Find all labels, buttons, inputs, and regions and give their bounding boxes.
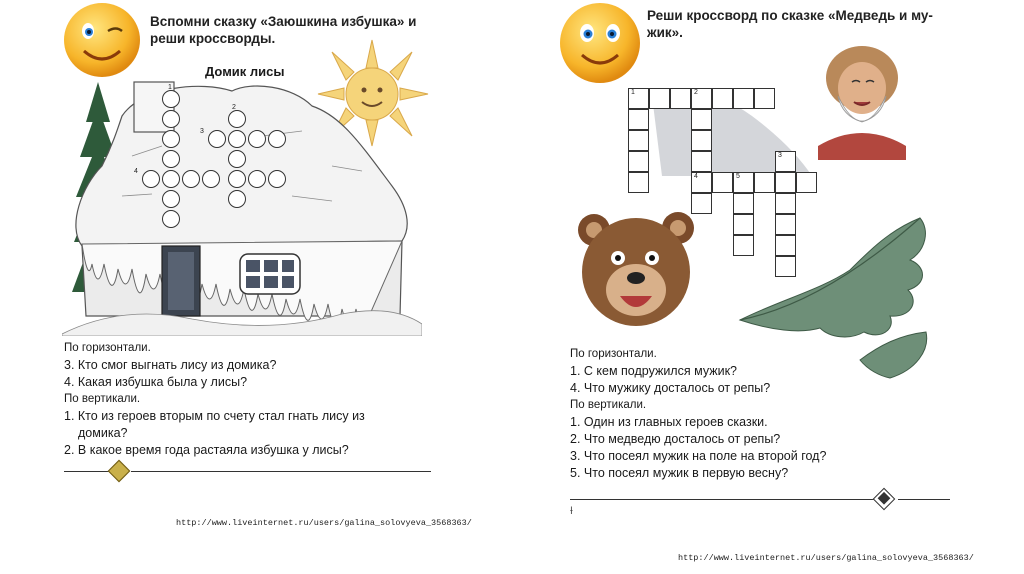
question: 5. Что посеял мужик в первую весну? <box>570 466 789 480</box>
question-continuation: домика? <box>78 426 128 440</box>
crossword-circle[interactable] <box>228 190 246 208</box>
footer-rule <box>131 471 431 472</box>
page-number-badge <box>873 488 896 511</box>
vertical-heading: По вертикали. <box>64 393 141 405</box>
crossword-cell[interactable] <box>775 172 796 193</box>
smiley-icon <box>558 1 642 85</box>
crossword-cell[interactable] <box>628 172 649 193</box>
question: 2. В какое время года растаяла избушка у лисы? <box>64 443 349 457</box>
right-questions <box>570 346 826 482</box>
horizontal-heading: По горизонтали. <box>570 348 657 360</box>
crossword-circle[interactable] <box>268 130 286 148</box>
crossword-circle[interactable] <box>228 110 246 128</box>
circle-number: 4 <box>134 168 138 175</box>
crossword-cell[interactable] <box>754 172 775 193</box>
page-number-badge <box>108 460 131 483</box>
crossword-cell[interactable] <box>712 172 733 193</box>
circle-number: 3 <box>200 128 204 135</box>
question: 4. Какая избушка была у лисы? <box>64 375 248 389</box>
crossword-cell[interactable]: 3 <box>775 151 796 172</box>
question: 1. С кем подружился мужик? <box>570 364 737 378</box>
crossword-cell[interactable] <box>691 109 712 130</box>
crossword-circle[interactable] <box>162 150 180 168</box>
question: 1. Один из главных героев сказки. <box>570 415 768 429</box>
source-url: http://www.liveinternet.ru/users/galina_solovyeva_3568363/ <box>678 553 974 563</box>
puzzle-title: Домик лисы <box>205 64 285 79</box>
crossword-circle[interactable] <box>228 130 246 148</box>
crossword-circle[interactable] <box>228 150 246 168</box>
circle-number: 1 <box>168 84 172 91</box>
crossword-circle[interactable] <box>162 170 180 188</box>
crossword-circle[interactable] <box>182 170 200 188</box>
crossword-cell[interactable] <box>733 88 754 109</box>
crossword-circle[interactable] <box>248 130 266 148</box>
crossword-cell[interactable]: 5 <box>733 172 754 193</box>
question: 3. Кто смог выгнать лису из домика? <box>64 358 277 372</box>
crossword-circle[interactable] <box>162 110 180 128</box>
crossword-circle[interactable] <box>202 170 220 188</box>
crossword-circle[interactable] <box>162 190 180 208</box>
crossword-circle[interactable] <box>162 210 180 228</box>
crossword-cell[interactable] <box>754 88 775 109</box>
source-url: http://www.liveinternet.ru/users/galina_solovyeva_3568363/ <box>176 518 472 528</box>
crossword-cell[interactable] <box>712 88 733 109</box>
crossword-circle[interactable] <box>162 90 180 108</box>
footer-rule <box>570 499 876 500</box>
crossword-cell[interactable] <box>649 88 670 109</box>
question: 4. Что мужику досталось от репы? <box>570 381 771 395</box>
question: 1. Кто из героев вторым по счету стал гнать лису из <box>64 409 365 423</box>
right-title: Реши кроссворд по сказке «Медведь и му- жик». <box>647 8 933 40</box>
crossword-cell[interactable] <box>691 130 712 151</box>
crossword-circle[interactable] <box>228 170 246 188</box>
crossword-cell[interactable] <box>628 130 649 151</box>
circle-number: 2 <box>232 104 236 111</box>
text-cursor-icon: Ɨ <box>570 506 573 517</box>
crossword-cell[interactable]: 4 <box>691 172 712 193</box>
crossword-circle[interactable] <box>268 170 286 188</box>
horizontal-heading: По горизонтали. <box>64 342 151 354</box>
peasant-icon <box>808 36 916 160</box>
crossword-cell[interactable] <box>670 88 691 109</box>
crossword-cell[interactable]: 2 <box>691 88 712 109</box>
crossword-circle[interactable] <box>248 170 266 188</box>
footer-rule <box>64 471 110 472</box>
bear-icon <box>574 206 698 332</box>
crossword-cell[interactable]: 1 <box>628 88 649 109</box>
right-page <box>512 0 1024 574</box>
question: 2. Что медведю досталось от репы? <box>570 432 781 446</box>
vertical-heading: По вертикали. <box>570 399 647 411</box>
left-questions <box>64 340 365 459</box>
left-title: Вспомни сказку «Заюшкина избушка» и реши кроссворды. <box>150 14 417 46</box>
crossword-cell[interactable] <box>628 151 649 172</box>
footer-rule <box>898 499 950 500</box>
crossword-cell[interactable] <box>628 109 649 130</box>
crossword-cell[interactable] <box>691 151 712 172</box>
crossword-circle[interactable] <box>142 170 160 188</box>
crossword-circle[interactable] <box>162 130 180 148</box>
question: 3. Что посеял мужик на поле на второй год? <box>570 449 827 463</box>
crossword-cell[interactable] <box>796 172 817 193</box>
crossword-circle[interactable] <box>208 130 226 148</box>
smiley-icon <box>62 1 142 79</box>
